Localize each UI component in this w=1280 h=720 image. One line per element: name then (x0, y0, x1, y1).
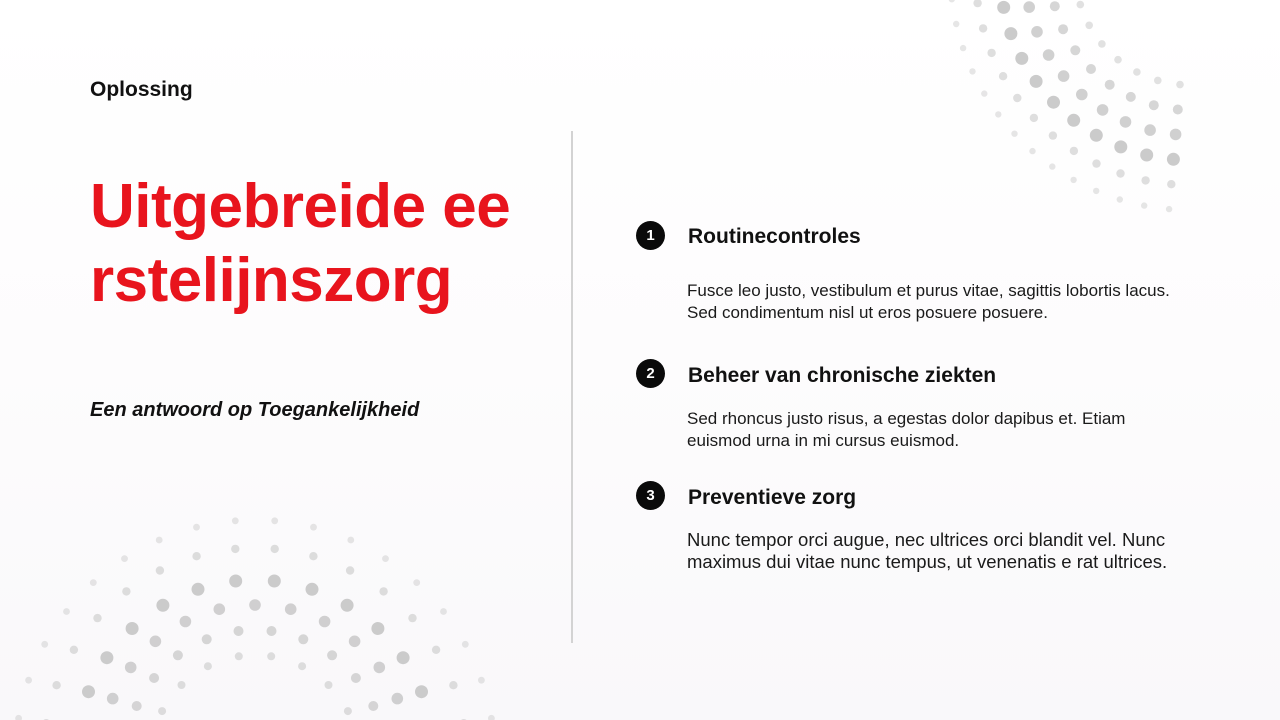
decorative-dot (368, 701, 378, 711)
decorative-dot (1085, 22, 1093, 30)
decorative-dot (306, 583, 319, 596)
decorative-dot (1030, 75, 1043, 88)
decorative-dot (1011, 131, 1017, 137)
decorative-dot (1167, 153, 1180, 166)
decorative-dot (235, 652, 243, 660)
decorative-dot (960, 45, 966, 51)
decorative-dot (1144, 124, 1156, 136)
decorative-dot (1133, 68, 1141, 76)
decorative-dot (234, 626, 244, 636)
decorative-dot (1090, 129, 1103, 142)
decorative-dot (1004, 27, 1017, 40)
decorative-dot (347, 537, 354, 544)
decorative-dot (178, 681, 186, 689)
decorative-dot (298, 634, 308, 644)
decorative-dot (249, 599, 261, 611)
decorative-dot (488, 715, 495, 720)
decorative-dot (1140, 149, 1153, 162)
decorative-dot (1058, 70, 1070, 82)
decorative-dot (1098, 40, 1106, 48)
item-body: Fusce leo justo, vestibulum et purus vitae, sagittis lobortis lacus. Sed condimentum nisl ut eros posuere posuere. (687, 281, 1170, 322)
decorative-dot (379, 587, 387, 595)
decorative-dot (150, 636, 162, 648)
decorative-dot (1166, 206, 1172, 212)
decorative-dot (1058, 24, 1068, 34)
decorative-dot (953, 21, 959, 27)
decorative-dot (1086, 64, 1096, 74)
decorative-dot (271, 517, 278, 524)
decorative-dot (1105, 80, 1115, 90)
item-body: Sed rhoncus justo risus, a egestas dolor dapibus et. Etiam euismod urna in mi cursus euismod. (687, 409, 1126, 450)
decorative-dot (267, 626, 277, 636)
section-label: Oplossing (90, 78, 193, 101)
decorative-dot (1116, 169, 1124, 177)
decorative-dot (371, 622, 384, 635)
vertical-divider (571, 131, 573, 643)
decorative-dot (1097, 104, 1109, 116)
decorative-dot (408, 614, 416, 622)
page-subtitle: Een antwoord op Toegankelijkheid (90, 399, 420, 421)
decorative-dot (15, 715, 22, 720)
decorative-dot (1093, 188, 1099, 194)
decorative-dot (309, 552, 317, 560)
decorative-dot (1047, 96, 1060, 109)
decorative-dot (1070, 45, 1080, 55)
decorative-dot (949, 0, 955, 2)
decorative-dot (1126, 92, 1136, 102)
item-title: Preventieve zorg (688, 486, 857, 509)
decorative-dot (374, 662, 386, 674)
decorative-dot (1092, 159, 1100, 167)
decorative-dot (1023, 1, 1035, 13)
decorative-dot (158, 707, 166, 715)
decorative-dot (1141, 202, 1147, 208)
decorative-dot (973, 0, 981, 7)
decorative-dot (132, 701, 142, 711)
decorative-dot (1170, 129, 1182, 141)
decorative-dot (969, 68, 975, 74)
decorative-dot (341, 599, 354, 612)
decorative-dot (125, 662, 137, 674)
decorative-dot (107, 693, 119, 705)
decorative-dot (1167, 180, 1175, 188)
decorative-dot (232, 517, 239, 524)
item-title: Routinecontroles (688, 225, 861, 248)
decorative-dot (432, 646, 440, 654)
decorative-dot (1154, 77, 1162, 85)
decorative-dot (382, 555, 389, 562)
decorative-dot (449, 681, 457, 689)
decorative-dot (1015, 52, 1028, 65)
decorative-dot (193, 524, 200, 531)
decorative-dot (1114, 56, 1122, 64)
decorative-dot (298, 662, 306, 670)
decorative-dot (999, 72, 1007, 80)
decorative-dot (192, 583, 205, 596)
decorative-dot (1070, 147, 1078, 155)
decorative-dot (1176, 81, 1184, 89)
decorative-dot (997, 1, 1010, 14)
decorative-dot (93, 614, 101, 622)
decorative-dot (478, 677, 485, 684)
decorative-dot (325, 681, 333, 689)
decorative-dot (204, 662, 212, 670)
decorative-dot (415, 685, 428, 698)
decorative-dot (285, 603, 297, 615)
decorative-dot (413, 579, 420, 586)
decorative-dot (1030, 114, 1038, 122)
decorative-dot (25, 677, 32, 684)
decorative-dot (122, 587, 130, 595)
decorative-dot (1117, 196, 1123, 202)
number-badge: 3 (636, 481, 665, 510)
decorative-dot (268, 575, 281, 588)
decorative-dot (149, 673, 159, 683)
decorative-dot (310, 524, 317, 531)
dot-arc-bottom-left (15, 517, 495, 720)
decorative-dot (351, 673, 361, 683)
item-body: Nunc tempor orci augue, nec ultrices orci blandit vel. Nunc maximus dui vitae nunc tempus, ut venenatis e rat ultrices. (687, 529, 1168, 572)
decorative-dot (327, 650, 337, 660)
decorative-dot (1043, 49, 1055, 61)
decorative-dot (214, 603, 226, 615)
decorative-dot (100, 651, 113, 664)
decorative-dot (156, 566, 164, 574)
decorative-dot (271, 545, 279, 553)
decorative-dot (1120, 116, 1132, 128)
decorative-dot (1050, 1, 1060, 11)
decorative-dot (192, 552, 200, 560)
decorative-dot (156, 537, 163, 544)
decorative-dot (981, 90, 987, 96)
decorative-dot (995, 111, 1001, 117)
decorative-dot (392, 693, 404, 705)
decorative-dot (121, 555, 128, 562)
decorative-dot (346, 566, 354, 574)
decorative-dot (462, 641, 469, 648)
decorative-dot (440, 608, 447, 615)
decorative-dot (1077, 1, 1085, 9)
decorative-dot (344, 707, 352, 715)
decorative-dot (1114, 140, 1127, 153)
decorative-dot (1173, 105, 1183, 115)
decorative-dot (1070, 177, 1076, 183)
decorative-dot (229, 575, 242, 588)
dot-arc-top-right (949, 0, 1184, 212)
decorative-dot (156, 599, 169, 612)
decorative-dot (349, 636, 361, 648)
decorative-dot (41, 641, 48, 648)
number-badge: 1 (636, 221, 665, 250)
decorative-dot (979, 24, 987, 32)
decorative-dot (1029, 148, 1035, 154)
item-title: Beheer van chronische ziekten (688, 364, 997, 387)
decorative-dot (180, 616, 192, 628)
page-title: Uitgebreide eerstelijnszorg (90, 172, 511, 315)
decorative-dot (1067, 114, 1080, 127)
decorative-dot (1076, 89, 1088, 101)
decorative-dot (202, 634, 212, 644)
decorative-dot (1049, 163, 1055, 169)
decorative-dot (126, 622, 139, 635)
decorative-dot (70, 646, 78, 654)
decorative-dot (82, 685, 95, 698)
decorative-dot (397, 651, 410, 664)
decorative-dot (90, 579, 97, 586)
decorative-dot (1013, 94, 1021, 102)
decorative-dot (52, 681, 60, 689)
decorative-dot (1031, 26, 1043, 38)
decorative-dot (231, 545, 239, 553)
decorative-dot (987, 49, 995, 57)
decorative-dot (319, 616, 331, 628)
decorative-dot (1141, 176, 1149, 184)
decorative-dot (63, 608, 70, 615)
number-badge: 2 (636, 359, 665, 388)
decorative-dot (173, 650, 183, 660)
decorative-dot (267, 652, 275, 660)
decorative-dot (1049, 131, 1057, 139)
decorative-dot (1149, 100, 1159, 110)
